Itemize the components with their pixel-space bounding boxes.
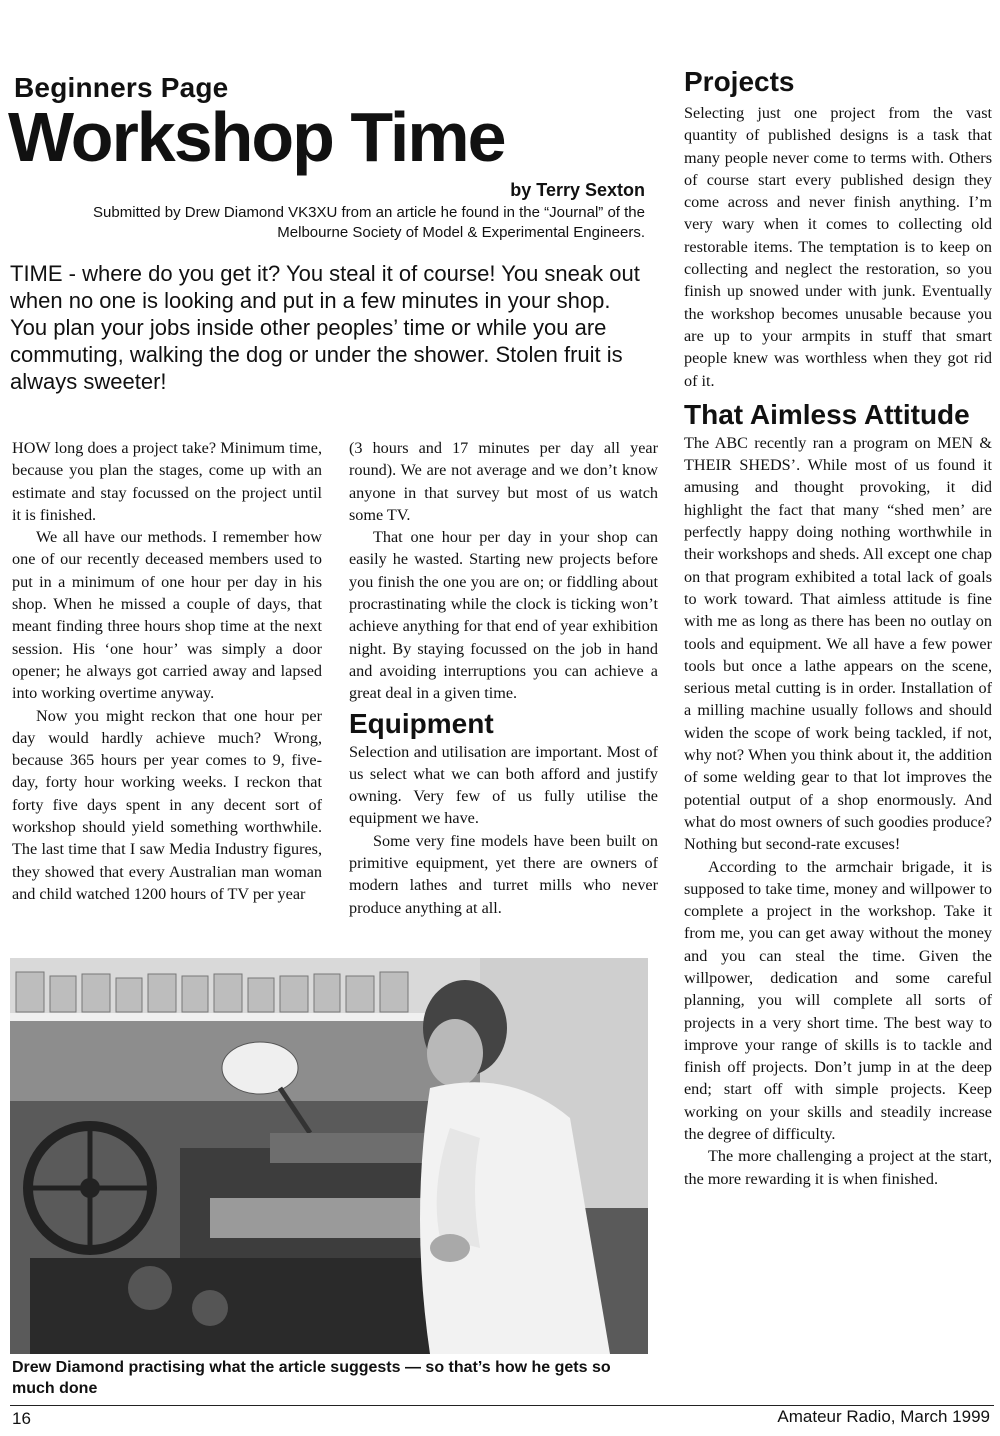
- col3-paragraph-1: Selecting just one project from the vast quantity of published designs is a task that many people never come to terms with. Others of course start every published design they come across and never finish anything. I’m very wary when it comes to collecting old restorable items. The temptation is to keep on collecting and neglect the restoration, so you finish up snowed under with junk. Eventually the workshop becomes unusable because you are up to your armpits in stuff that smart people knew was worthless when they got rid of it.: [684, 104, 992, 390]
- footer-divider: [10, 1405, 994, 1406]
- col1-paragraph-3: Now you might reckon that one hour per day would hardly achieve much? Wrong, because 365 hours per year comes to 9, five-day, forty hour working weeks. I reckon that forty five days spent in any decent sort of workshop should yield something worthwhile. The last time that I saw Media Industry figures, they showed that every Australian man woman and child watched 1200 hours of TV per year: [12, 706, 322, 903]
- issue-label: Amateur Radio, March 1999: [777, 1407, 990, 1426]
- workshop-photo: [10, 958, 648, 1354]
- equipment-heading: Equipment: [349, 707, 494, 739]
- submission-note: Submitted by Drew Diamond VK3XU from an article he found in the “Journal” of the Melbourne Society of Model & Experimental Engineers.: [93, 204, 645, 241]
- intro-paragraph: TIME - where do you get it? You steal it of course! You sneak out when no one is looking and put in a few minutes in your shop. You plan your jobs inside other peoples’ time or while you are commuting, walking the dog or under the shower. Stolen fruit is always sweeter!: [10, 261, 640, 394]
- col2-paragraph-3: Selection and utilisation are important. Most of us select what we can both afford and justify owning. Very few of us fully utilise the equipment we have.: [349, 742, 658, 828]
- section-kicker: Beginners Page: [14, 72, 229, 103]
- column-2: [349, 437, 658, 919]
- column-3: [684, 102, 992, 1190]
- col3-paragraph-2: The ABC recently ran a program on MEN & THEIR SHEDS’. While most of us found it amusing and thought provoking, it did highlight the fact that many “shed men’ are perfectly happy doing nothing worthwhile in their workshops and sheds. All except one chap on that program exhibited a total lack of goals to work toward. That aimless attitude is fine with me as long as there has been no outlay on tools and equipment. We all have a few power tools but once a lathe appears on the scene, serious metal cutting is in order. Installation of a milling machine usually follows and should widen the scope of work being tackled, if not, why not? When you think about it, the addition of some welding gear to that lot improves the potential output of a shop enormously. And what do most owners of such goodies produce? Nothing but second-rate excuses!: [684, 433, 992, 854]
- col3-paragraph-4: The more challenging a project at the start, the more rewarding it is when finished.: [684, 1147, 992, 1188]
- aimless-heading: That Aimless Attitude: [684, 398, 970, 430]
- projects-heading: Projects: [684, 66, 795, 97]
- byline: by Terry Sexton: [510, 180, 645, 200]
- col1-paragraph-1: HOW long does a project take? Minimum time, because you plan the stages, come up with an estimate and stay focussed on the project until it is finished.: [12, 439, 322, 524]
- col2-paragraph-1: (3 hours and 17 minutes per day all year round). We are not average and we don’t know anyone in that survey but most of us watch some TV.: [349, 439, 658, 524]
- col3-paragraph-3: According to the armchair brigade, it is supposed to take time, money and willpower to complete a project in the workshop. Take it from me, you can get away without the money and you can steal the time. Given the willpower, dedication and some careful planning, you will complete all sorts of projects in a very short time. The best way to improve your range of skills is to tackle and finish off projects. Don’t jump in at the deep end; start off with simple projects. Keep working on your skills and steadily increase the degree of difficulty.: [684, 857, 992, 1144]
- page-number: 16: [12, 1409, 31, 1428]
- col1-paragraph-2: We all have our methods. I remember how one of our recently deceased members used to put in a minimum of one hour per day in his shop. When he missed a couple of days, that meant finding three hours shop time at the next session. His ‘one hour’ was simply a door opener; he always got carried away and lapsed into working overtime anyway.: [12, 528, 322, 703]
- article-title: Workshop Time: [8, 98, 505, 176]
- col2-paragraph-2: That one hour per day in your shop can easily he wasted. Starting new projects before you finish the one you are on; or fiddling about procrastinating while the clock is ticking won’t achieve anything for that end of year exhibition night. By staying focussed on the job in hand and avoiding interruptions you can achieve a great deal in a given time.: [349, 528, 658, 703]
- photo-caption: Drew Diamond practising what the article suggests — so that’s how he gets so much done: [12, 1359, 611, 1397]
- column-1: [12, 437, 322, 905]
- col2-paragraph-4: Some very fine models have been built on primitive equipment, yet there are owners of modern lathes and turret mills who never produce anything at all.: [349, 831, 658, 917]
